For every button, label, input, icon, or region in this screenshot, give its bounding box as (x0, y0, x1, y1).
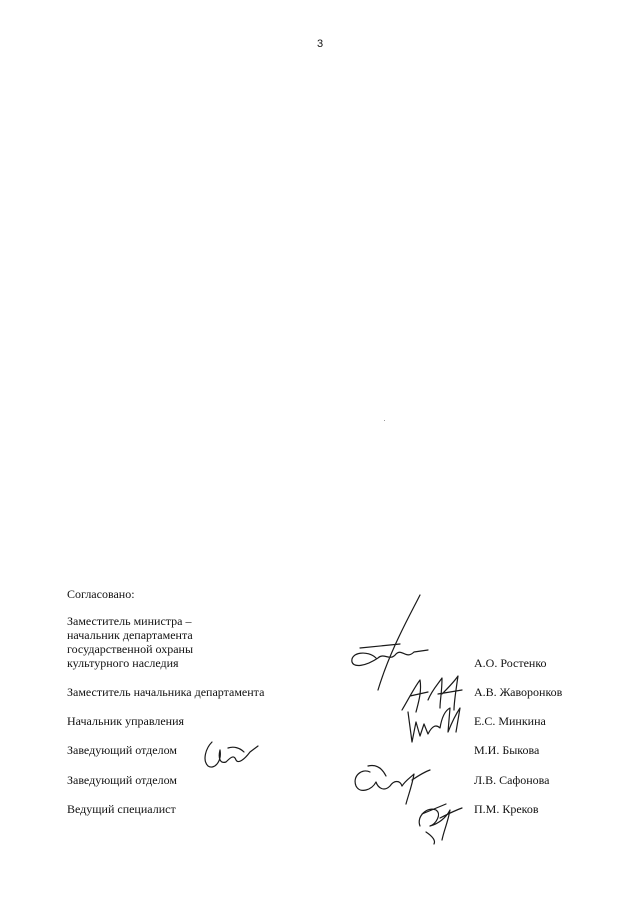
signatory-position (67, 614, 367, 670)
page-number: 3 (316, 38, 324, 50)
signatory-name: Л.В. Сафонова (474, 773, 550, 787)
signatory-name: Е.С. Минкина (474, 714, 546, 728)
signature-minkina (402, 702, 464, 748)
signatory-name: А.О. Ростенко (474, 656, 547, 670)
signatory-row (67, 714, 587, 728)
position-line: Начальник управления (67, 714, 185, 728)
position-line: Ведущий специалист (67, 802, 176, 816)
position-line: культурного наследия (67, 656, 179, 670)
signatory-row (67, 802, 587, 816)
signatory-position (67, 802, 367, 816)
signature-bykova (200, 738, 265, 774)
signatory-row (67, 612, 587, 670)
position-line: Заместитель начальника департамента (67, 685, 265, 699)
position-line: Заведующий отделом (67, 773, 177, 787)
signatory-row (67, 773, 587, 787)
scan-speck (384, 420, 385, 421)
signatory-name: М.И. Быкова (474, 743, 540, 757)
signatory-name: П.М. Креков (474, 802, 539, 816)
signatory-row (67, 685, 587, 699)
position-line: начальник департамента (67, 628, 193, 642)
signatory-name: А.В. Жаворонков (474, 685, 563, 699)
position-line: Заместитель министра – (67, 614, 192, 628)
signatory-position (67, 773, 367, 787)
signatory-position (67, 685, 367, 699)
signatory-row (67, 743, 587, 757)
position-line: государственной охраны (67, 642, 194, 656)
position-line: Заведующий отделом (67, 743, 177, 757)
signature-krekov (406, 796, 468, 846)
signatory-position (67, 714, 367, 728)
approval-heading: Согласовано: (67, 587, 135, 601)
